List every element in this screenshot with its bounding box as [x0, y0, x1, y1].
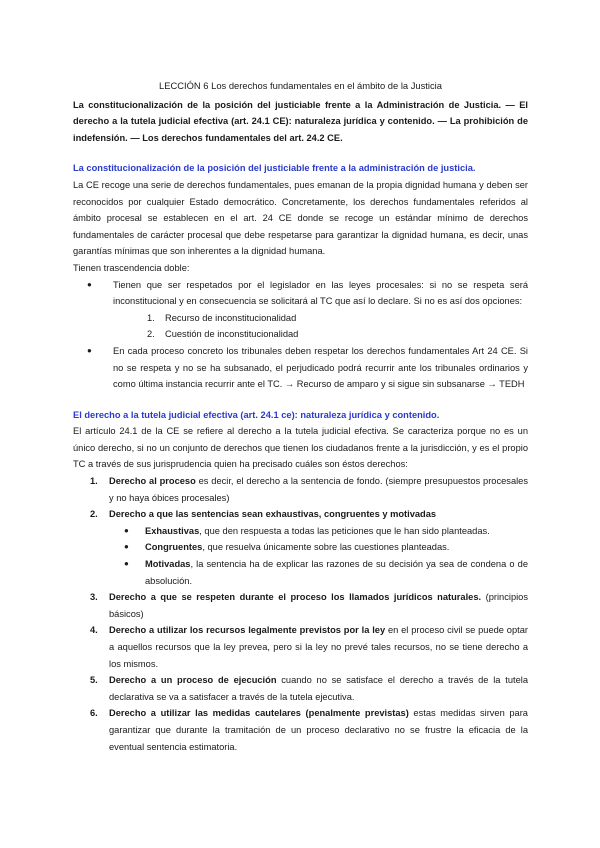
- list-item: 6. Derecho a utilizar las medidas cautelares (penalmente previstas) estas medidas sirven para garantizar que durante la tramitación de un proceso declarativo no se frustre la eficacia de la eventual sentencia estimatoria.: [90, 708, 528, 752]
- list-item: 1. Derecho al proceso es decir, el derecho a la sentencia de fondo. (siempre presupuestos procesales y no haya óbices procesales): [90, 476, 528, 503]
- lesson-title: LECCIÓN 6 Los derechos fundamentales en el ámbito de la Justicia: [159, 80, 442, 91]
- list-item: 2. Cuestión de inconstitucionalidad: [147, 329, 299, 340]
- section-heading-tutela: El derecho a la tutela judicial efectiva (art. 24.1 ce): naturaleza jurídica y contenido.: [73, 409, 440, 420]
- list-item: ● Motivadas, la sentencia ha de explicar las razones de su decisión ya sea de condena o de absolución.: [145, 556, 528, 589]
- list-item: 2. Derecho a que las sentencias sean exhaustivas, congruentes y motivadas ● Exhaustivas, que den respuesta a todas las peticiones que le han sido planteadas. ● Congruentes, que resuelva únicamente sobre las cuestiones planteadas. ● Motivadas, la sentencia ha de explicar las razones de su decisión ya sea de condena o de absolución.: [109, 506, 528, 589]
- trascendencia-list: [73, 277, 528, 393]
- list-item: ● Exhaustivas, que den respuesta a todas las peticiones que le han sido planteadas.: [145, 523, 528, 540]
- bullet-text: Tienen que ser respetados por el legislador en las leyes procesales: si no se respeta será inconstitucional y en consecuencia se solicitará al TC que así lo declare. Si no es así dos opciones:: [113, 279, 528, 307]
- options-list: [113, 310, 528, 343]
- document-page: [73, 78, 528, 755]
- section-paragraph: El artículo 24.1 de la CE se refiere al derecho a la tutela judicial efectiva. Se caracteriza porque no es un único derecho, si no un conjunto de derechos que tienen los ciudadanos frente a la jurisdicción, y es el propio TC a través de sus jurisprudencia quien ha precisado cuáles son éstos derechos:: [73, 426, 528, 470]
- trascendencia-label: Tienen trascendencia doble:: [73, 262, 190, 273]
- list-item: 4. Derecho a utilizar los recursos legalmente previstos por la ley en el proceso civil se puede optar a aquellos recursos que la ley prevea, pero si la ley no prevé tales recursos, no se tiene derecho a los mismos.: [90, 625, 528, 669]
- bullet-text: En cada proceso concreto los tribunales deben respetar los derechos fundamentales Art 24 CE. Si no se respeta y no se ha subsanado, el perjudicado podrá recurrir ante los tribunales ordinarios y como última instancia recurrir ante el TC. → Recurso de amparo y si sigue sin subsanarse → TEDH: [113, 345, 528, 390]
- list-item: [113, 277, 528, 343]
- list-item: [113, 343, 528, 393]
- section-paragraph: La CE recoge una serie de derechos fundamentales, pues emanan de la propia dignidad humana y deben ser reconocidos por cualquier Estado democrático. Concretamente, los derechos fundamentales referidos al ámbito procesal se establecen en el art. 24 CE donde se recoge un estándar mínimo de derechos fundamentales de carácter procesal que debe respetarse para garantizar la dignidad humana, es decir, unas garantías mínimas que son inherentes a la dignidad humana.: [73, 179, 528, 257]
- lesson-summary: La constitucionalización de la posición del justiciable frente a la Administración de Justicia. — El derecho a la tutela judicial efectiva (art. 24.1 CE): naturaleza jurídica y contenido. — La prohibición de indefensión. — Los derechos fundamentales del art. 24.2 CE.: [73, 99, 528, 143]
- sentence-qualities-list: [109, 523, 528, 589]
- list-item: 3. Derecho a que se respeten durante el proceso los llamados jurídicos naturales. (principios básicos): [90, 592, 528, 619]
- list-item: ● Congruentes, que resuelva únicamente sobre las cuestiones planteadas.: [145, 539, 528, 556]
- list-item: 1. Recurso de inconstitucionalidad: [147, 312, 297, 323]
- list-item: 5. Derecho a un proceso de ejecución cuando no se satisface el derecho a través de la tutela declarativa se va a satisfacer a través de la tutela ejecutiva.: [90, 675, 528, 702]
- section-heading-constitucionalizacion: La constitucionalización de la posición del justiciable frente a la administración de justicia.: [73, 163, 476, 174]
- rights-list: [73, 473, 528, 755]
